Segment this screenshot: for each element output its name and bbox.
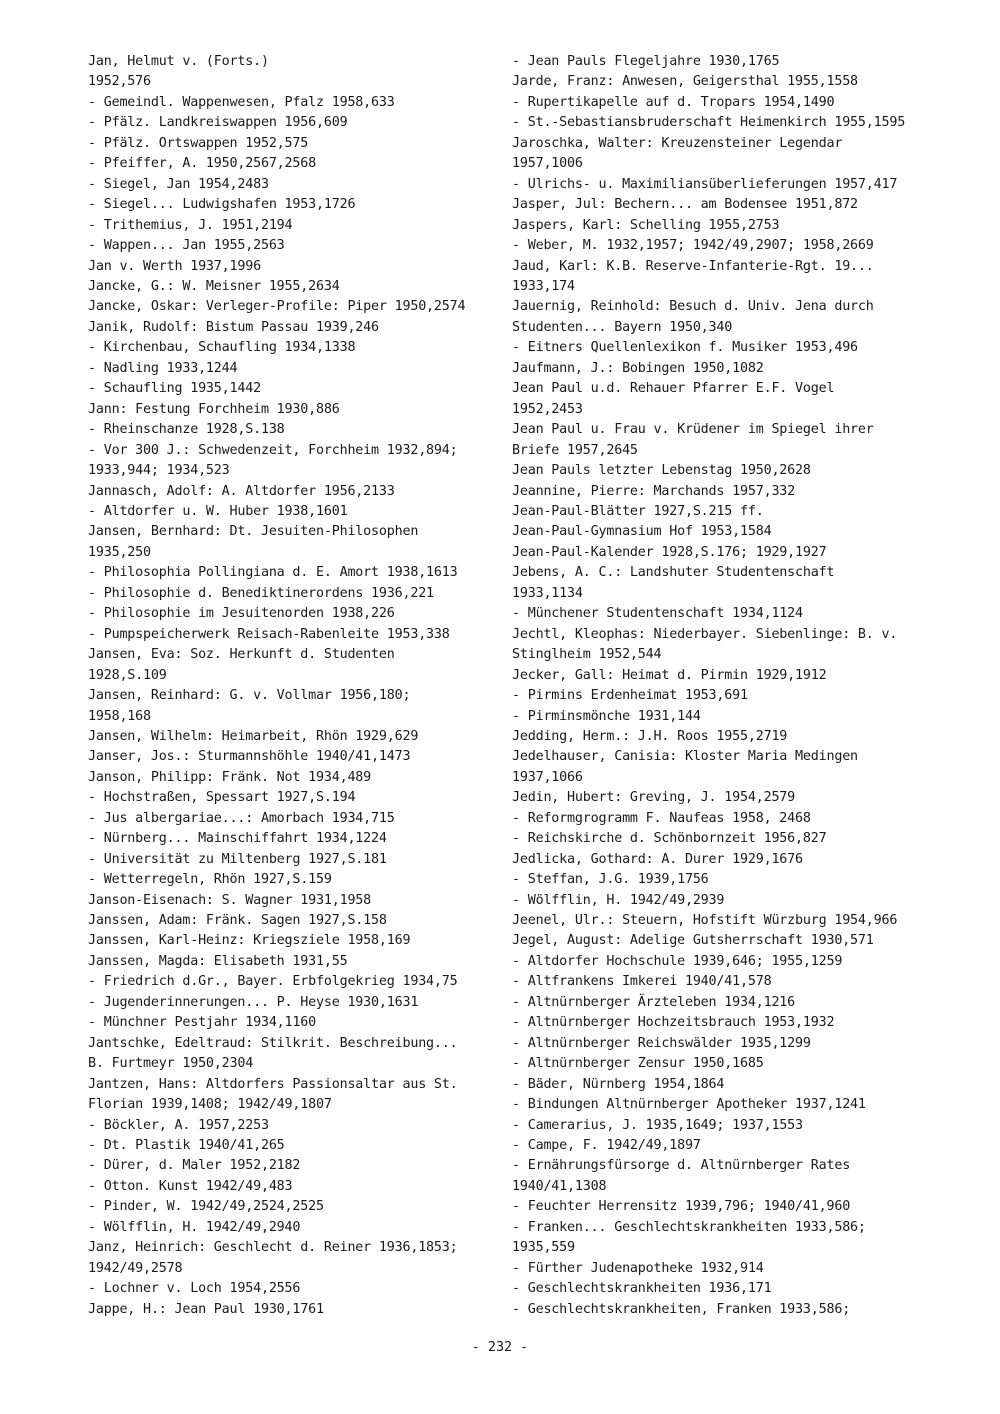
index-entry [88, 359, 493, 379]
index-entry [88, 911, 493, 931]
index-entry [512, 829, 927, 849]
index-entry-text: Janssen, Magda: Elisabeth 1931,55 [88, 953, 348, 969]
index-entry [512, 1197, 927, 1217]
index-entry-text: - Altnürnberger Hochzeitsbrauch 1953,1932 [512, 1015, 835, 1031]
index-entry-continuation: 1933,174 [512, 278, 575, 294]
index-entry-text: Jauernig, Reinhold: Besuch d. Univ. Jena durch [512, 299, 874, 315]
index-entry-text: - Pfälz. Landkreiswappen 1956,609 [88, 115, 348, 131]
index-entry [512, 195, 927, 215]
index-entry [512, 891, 927, 911]
index-entry-continuation: 1935,250 [88, 544, 151, 560]
index-entry-text: - Pirminsmönche 1931,144 [512, 708, 701, 724]
index-entry-text: - Jus albergariae...: Amorbach 1934,715 [88, 810, 395, 826]
index-entry-text: Janson, Philipp: Fränk. Not 1934,489 [88, 769, 372, 785]
index-entry-text: - Philosophie im Jesuitenorden 1938,226 [88, 606, 395, 622]
index-entry-text: - Philosophie d. Benediktinerordens 1936,221 [88, 585, 434, 601]
index-entry-text: Jean Paul u.d. Rehauer Pfarrer E.F. Vogel [512, 381, 835, 397]
index-entry-text: - Philosophia Pollingiana d. E. Amort 1938,1613 [88, 565, 458, 581]
index-entry-text: Jappe, H.: Jean Paul 1930,1761 [88, 1301, 324, 1317]
index-entry-text: - Nürnberg... Mainschiffahrt 1934,1224 [88, 831, 387, 847]
index-entry [512, 911, 927, 931]
index-entry-text: Jebens, A. C.: Landshuter Studentenschaft [512, 565, 835, 581]
index-entry [88, 584, 493, 604]
index-entry [88, 175, 493, 195]
index-entry-text: - Dt. Plastik 1940/41,265 [88, 1138, 285, 1154]
index-entry [512, 134, 927, 175]
index-entry-text: Jan, Helmut v. (Forts.) [88, 54, 269, 69]
index-entry-text: - Pfälz. Ortswappen 1952,575 [88, 135, 309, 151]
index-entry-text: - Feuchter Herrensitz 1939,796; 1940/41,960 [512, 1199, 851, 1215]
index-entry [512, 1259, 927, 1279]
index-entry [88, 1218, 493, 1238]
index-entry-text: - St.-Sebastiansbruderschaft Heimenkirch 1955,1595 [512, 115, 906, 131]
index-entry [512, 502, 927, 522]
index-entry [512, 257, 927, 298]
index-entry-text: - Pinder, W. 1942/49,2524,2525 [88, 1199, 324, 1215]
index-entry [88, 747, 493, 767]
index-entry-text: - Steffan, J.G. 1939,1756 [512, 872, 709, 888]
index-entry-continuation: Studenten... Bayern 1950,340 [512, 319, 733, 335]
index-entry-text: - Wappen... Jan 1955,2563 [88, 238, 285, 254]
index-entry [88, 809, 493, 829]
index-entry-text: - Reformgrogramm F. Naufeas 1958, 2468 [512, 810, 811, 826]
index-entry-text: - Eitners Quellenlexikon f. Musiker 1953,496 [512, 340, 858, 356]
index-entry-text: Jechtl, Kleophas: Niederbayer. Siebenlinge: B. v. [512, 626, 898, 642]
page-number: - 232 - [471, 1340, 529, 1355]
index-entry-continuation: Florian 1939,1408; 1942/49,1807 [88, 1097, 332, 1113]
index-entry-text: - Friedrich d.Gr., Bayer. Erbfolgekrieg 1934,75 [88, 974, 458, 990]
index-entry-text: - Altdorfer Hochschule 1939,646; 1955,1259 [512, 953, 843, 969]
index-entry [88, 379, 493, 399]
index-entry [512, 1116, 927, 1136]
index-entry-text: - Universität zu Miltenberg 1927,S.181 [88, 851, 387, 867]
index-entry [88, 154, 493, 174]
index-entry [88, 850, 493, 870]
index-entry [512, 1095, 927, 1115]
index-entry [88, 727, 493, 747]
index-entry [88, 829, 493, 849]
index-entry-text: - Altnürnberger Zensur 1950,1685 [512, 1056, 764, 1072]
index-entry [512, 1279, 927, 1299]
index-entry [512, 420, 927, 461]
index-entry-text: Jansen, Reinhard: G. v. Vollmar 1956,180; [88, 688, 411, 704]
index-entry-text: Jedlicka, Gothard: A. Durer 1929,1676 [512, 851, 803, 867]
index-entry [512, 482, 927, 502]
index-entry-text: Jaroschka, Walter: Kreuzensteiner Legendar [512, 135, 843, 151]
index-entry [88, 625, 493, 645]
index-entry-text: - Rheinschanze 1928,S.138 [88, 422, 285, 438]
index-entry [88, 52, 493, 93]
index-entry [88, 1075, 493, 1116]
index-entry-continuation: 1952,2453 [512, 401, 583, 417]
index-entry [512, 1054, 927, 1074]
index-entry [88, 788, 493, 808]
index-entry-text: Janz, Heinrich: Geschlecht d. Reiner 1936,1853; [88, 1240, 458, 1256]
index-entry-text: - Bäder, Nürnberg 1954,1864 [512, 1076, 725, 1092]
index-entry-continuation: 1933,1134 [512, 585, 583, 601]
index-entry-text: - Campe, F. 1942/49,1897 [512, 1138, 701, 1154]
index-entry-text: - Siegel... Ludwigshafen 1953,1726 [88, 197, 356, 213]
index-entry [88, 1116, 493, 1136]
index-entry-text: - Altnürnberger Reichswälder 1935,1299 [512, 1035, 811, 1051]
index-entry-text: - Reichskirche d. Schönbornzeit 1956,827 [512, 831, 827, 847]
index-entry-text: Janik, Rudolf: Bistum Passau 1939,246 [88, 319, 379, 335]
index-entry [88, 297, 493, 317]
index-entry-text: - Böckler, A. 1957,2253 [88, 1117, 269, 1133]
index-entry-continuation: Stinglheim 1952,544 [512, 647, 662, 663]
index-entry [88, 1013, 493, 1033]
index-entry [512, 809, 927, 829]
index-entry-text: - Geschlechtskrankheiten 1936,171 [512, 1281, 772, 1297]
index-entry [88, 1156, 493, 1176]
index-entry [512, 52, 927, 72]
index-entry [512, 522, 927, 542]
index-entry [512, 1156, 927, 1197]
index-entry [512, 1075, 927, 1095]
index-entry [512, 1136, 927, 1156]
index-entry-text: - Altdorfer u. W. Huber 1938,1601 [88, 503, 348, 519]
index-entry-text: - Pfeiffer, A. 1950,2567,2568 [88, 156, 316, 172]
index-entry-text: - Münchner Pestjahr 1934,1160 [88, 1015, 316, 1031]
index-entry [88, 195, 493, 215]
index-entry-text: - Franken... Geschlechtskrankheiten 1933,586; [512, 1219, 866, 1235]
index-entry-text: Jansen, Wilhelm: Heimarbeit, Rhön 1929,629 [88, 728, 419, 744]
index-entry [512, 461, 927, 481]
index-entry-text: Janssen, Adam: Fränk. Sagen 1927,S.158 [88, 913, 387, 929]
index-entry [88, 216, 493, 236]
index-entry-text: - Münchener Studentenschaft 1934,1124 [512, 606, 803, 622]
index-entry [512, 93, 927, 113]
index-entry-text: - Schaufling 1935,1442 [88, 381, 261, 397]
index-entry [88, 645, 493, 686]
index-entry-text: - Rupertikapelle auf d. Tropars 1954,1490 [512, 94, 835, 110]
index-entry-text: - Lochner v. Loch 1954,2556 [88, 1281, 301, 1297]
index-entry [512, 952, 927, 972]
index-entry-text: - Dürer, d. Maler 1952,2182 [88, 1158, 301, 1174]
index-entry-text: Jean Paul u. Frau v. Krüdener im Spiegel ihrer [512, 422, 874, 438]
index-entry-text: - Pumpspeicherwerk Reisach-Rabenleite 1953,338 [88, 626, 450, 642]
index-entry [88, 277, 493, 297]
index-entry-text: Jecker, Gall: Heimat d. Pirmin 1929,1912 [512, 667, 827, 683]
index-entry-continuation: 1940/41,1308 [512, 1178, 607, 1194]
index-entry-text: Jancke, Oskar: Verleger-Profile: Piper 1950,2574 [88, 299, 466, 315]
index-entry [88, 522, 493, 563]
index-entry-continuation: B. Furtmeyr 1950,2304 [88, 1056, 254, 1072]
index-entry-text: - Ernährungsfürsorge d. Altnürnberger Rates [512, 1158, 851, 1174]
index-entry-text: Jeenel, Ulr.: Steuern, Hofstift Würzburg 1954,966 [512, 913, 898, 929]
index-entry [88, 993, 493, 1013]
index-entry-text: Jaud, Karl: K.B. Reserve-Infanterie-Rgt. 19... [512, 258, 874, 274]
index-entry-text: Jean Pauls letzter Lebenstag 1950,2628 [512, 463, 811, 479]
index-entry-continuation: 1957,1006 [512, 156, 583, 172]
index-entry-text: - Jean Pauls Flegeljahre 1930,1765 [512, 54, 780, 69]
index-entry-continuation: Briefe 1957,2645 [512, 442, 638, 458]
index-entry [512, 1300, 927, 1320]
right-index-column [512, 52, 927, 1320]
index-entry [512, 1034, 927, 1054]
index-entry [88, 93, 493, 113]
index-entry-continuation: 1935,559 [512, 1240, 575, 1256]
index-entry-text: - Wölfflin, H. 1942/49,2940 [88, 1219, 301, 1235]
index-entry-text: - Altfrankens Imkerei 1940/41,578 [512, 974, 772, 990]
index-entry [88, 257, 493, 277]
index-entry [88, 441, 493, 482]
index-entry [512, 359, 927, 379]
index-entry-text: Janson-Eisenach: S. Wagner 1931,1958 [88, 892, 372, 908]
index-entry-continuation: 1958,168 [88, 708, 151, 724]
index-entry [88, 931, 493, 951]
index-entry [512, 707, 927, 727]
index-entry-text: Jean-Paul-Blätter 1927,S.215 ff. [512, 503, 764, 519]
index-entry [512, 113, 927, 133]
index-entry [512, 297, 927, 338]
index-entry [512, 850, 927, 870]
index-entry-text: - Bindungen Altnürnberger Apotheker 1937,1241 [512, 1097, 866, 1113]
index-entry [88, 563, 493, 583]
index-entry [88, 768, 493, 788]
index-entry-text: Janssen, Karl-Heinz: Kriegsziele 1958,169 [88, 933, 411, 949]
index-entry-text: Jeannine, Pierre: Marchands 1957,332 [512, 483, 796, 499]
index-entry [512, 604, 927, 624]
index-entry [88, 134, 493, 154]
index-entry [88, 1197, 493, 1217]
index-entry [88, 972, 493, 992]
index-entry [88, 1279, 493, 1299]
index-entry [512, 870, 927, 890]
index-entry-text: Jaspers, Karl: Schelling 1955,2753 [512, 217, 780, 233]
index-entry-continuation: 1937,1066 [512, 769, 583, 785]
index-entry-text: Jedelhauser, Canisia: Kloster Maria Medingen [512, 749, 858, 765]
index-entry [88, 318, 493, 338]
index-entry-text: Jean-Paul-Gymnasium Hof 1953,1584 [512, 524, 772, 540]
index-entry [512, 666, 927, 686]
index-entry [88, 1300, 493, 1320]
index-entry-text: Janser, Jos.: Sturmannshöhle 1940/41,1473 [88, 749, 411, 765]
index-entry-text: Jedin, Hubert: Greving, J. 1954,2579 [512, 790, 796, 806]
left-index-column [88, 52, 493, 1320]
index-entry-continuation: 1942/49,2578 [88, 1260, 183, 1276]
index-entry-text: Jantschke, Edeltraud: Stilkrit. Beschreibung... [88, 1035, 458, 1051]
index-entry [88, 502, 493, 522]
index-entry-text: Jannasch, Adolf: A. Altdorfer 1956,2133 [88, 483, 395, 499]
index-entry [88, 870, 493, 890]
index-entry-text: Jan v. Werth 1937,1996 [88, 258, 261, 274]
index-entry-text: Jancke, G.: W. Meisner 1955,2634 [88, 278, 340, 294]
index-entry-text: Jedding, Herm.: J.H. Roos 1955,2719 [512, 728, 788, 744]
index-entry [512, 931, 927, 951]
index-entry [512, 563, 927, 604]
index-entry [88, 686, 493, 727]
index-entry [512, 216, 927, 236]
index-entry [88, 1177, 493, 1197]
index-entry [512, 543, 927, 563]
index-entry [512, 338, 927, 358]
index-entry-text: Jasper, Jul: Bechern... am Bodensee 1951,872 [512, 197, 858, 213]
index-entry [512, 727, 927, 747]
index-entry [512, 625, 927, 666]
index-entry-text: - Fürther Judenapotheke 1932,914 [512, 1260, 764, 1276]
index-entry-text: Jean-Paul-Kalender 1928,S.176; 1929,1927 [512, 544, 827, 560]
index-entry-text: - Pirmins Erdenheimat 1953,691 [512, 688, 748, 704]
index-entry [88, 891, 493, 911]
index-entry [512, 993, 927, 1013]
index-entry-text: - Camerarius, J. 1935,1649; 1937,1553 [512, 1117, 803, 1133]
index-entry-text: - Kirchenbau, Schaufling 1934,1338 [88, 340, 356, 356]
index-entry [512, 379, 927, 420]
index-entry [512, 788, 927, 808]
index-entry-continuation: 1952,576 [88, 74, 151, 90]
index-entry [88, 482, 493, 502]
index-entry-text: - Siegel, Jan 1954,2483 [88, 176, 269, 192]
index-entry-continuation: 1928,S.109 [88, 667, 167, 683]
index-entry [512, 747, 927, 788]
index-entry [512, 72, 927, 92]
index-entry-text: - Hochstraßen, Spessart 1927,S.194 [88, 790, 356, 806]
index-entry [88, 400, 493, 420]
index-entry-text: - Altnürnberger Ärzteleben 1934,1216 [512, 994, 796, 1010]
index-entry [512, 1218, 927, 1259]
index-entry [88, 236, 493, 256]
index-entry [88, 1136, 493, 1156]
index-entry [88, 952, 493, 972]
index-entry [88, 604, 493, 624]
index-entry-text: Jarde, Franz: Anwesen, Geigersthal 1955,1558 [512, 74, 858, 90]
index-entry [88, 1034, 493, 1075]
index-entry-text: - Gemeindl. Wappenwesen, Pfalz 1958,633 [88, 94, 395, 110]
index-entry-continuation: 1933,944; 1934,523 [88, 463, 230, 479]
index-entry [88, 338, 493, 358]
index-entry [512, 1013, 927, 1033]
index-entry [88, 113, 493, 133]
index-entry-text: - Wetterregeln, Rhön 1927,S.159 [88, 872, 332, 888]
index-entry-text: - Ulrichs- u. Maximiliansüberlieferungen 1957,417 [512, 176, 898, 192]
index-entry [512, 236, 927, 256]
index-entry-text: Jann: Festung Forchheim 1930,886 [88, 401, 340, 417]
index-entry-text: Jansen, Eva: Soz. Herkunft d. Studenten [88, 647, 395, 663]
index-entry-text: - Nadling 1933,1244 [88, 360, 238, 376]
index-entry [512, 175, 927, 195]
index-entry-text: - Geschlechtskrankheiten, Franken 1933,586; [512, 1301, 851, 1317]
index-entry-text: - Otton. Kunst 1942/49,483 [88, 1178, 293, 1194]
index-entry [88, 1238, 493, 1279]
index-entry-text: Jaufmann, J.: Bobingen 1950,1082 [512, 360, 764, 376]
index-entry-text: - Jugenderinnerungen... P. Heyse 1930,1631 [88, 994, 419, 1010]
index-entry-text: - Wölfflin, H. 1942/49,2939 [512, 892, 725, 908]
index-entry [512, 686, 927, 706]
index-entry-text: Jansen, Bernhard: Dt. Jesuiten-Philosophen [88, 524, 419, 540]
index-entry-text: - Trithemius, J. 1951,2194 [88, 217, 293, 233]
index-entry-text: Jegel, August: Adelige Gutsherrschaft 1930,571 [512, 933, 874, 949]
index-entry [88, 420, 493, 440]
index-entry-text: - Weber, M. 1932,1957; 1942/49,2907; 1958,2669 [512, 238, 874, 254]
index-entry-text: - Vor 300 J.: Schwedenzeit, Forchheim 1932,894; [88, 442, 458, 458]
index-entry-text: Jantzen, Hans: Altdorfers Passionsaltar aus St. [88, 1076, 458, 1092]
index-entry [512, 972, 927, 992]
